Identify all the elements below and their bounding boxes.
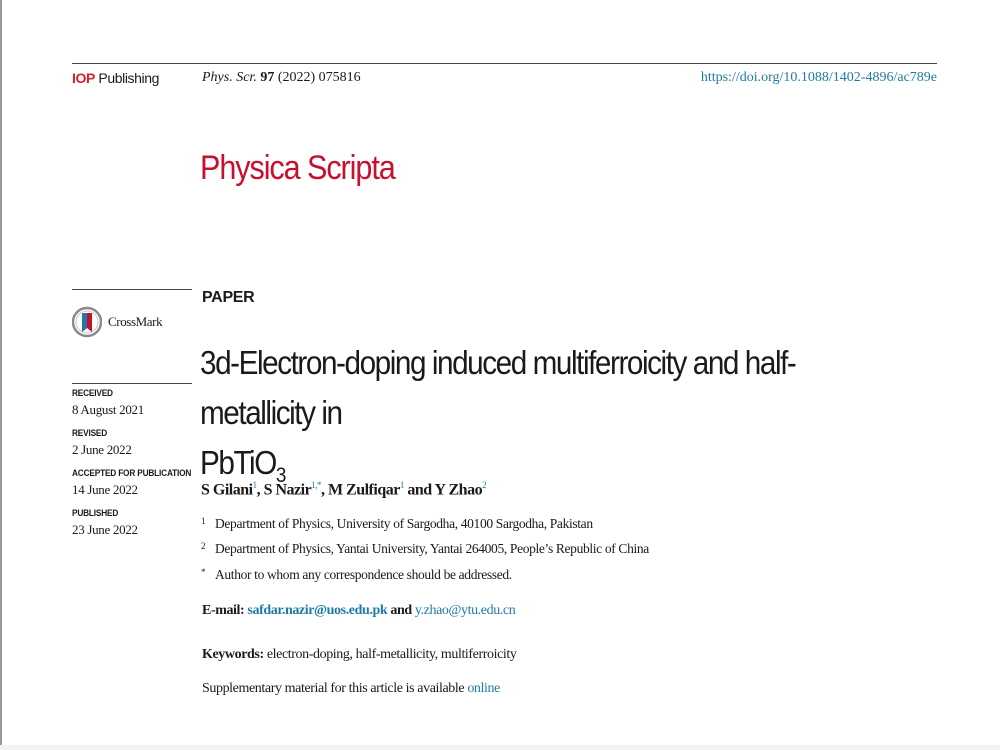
citation bbox=[202, 70, 361, 86]
article-title bbox=[200, 338, 884, 493]
date-label: RECEIVED bbox=[72, 388, 113, 398]
supplementary-link[interactable]: online bbox=[467, 681, 500, 696]
affiliation-text: Department of Physics, Yantai University, Yantai 264005, People’s Republic of China bbox=[215, 541, 649, 556]
supplementary-text: Supplementary material for this article is available bbox=[202, 681, 465, 696]
email-link[interactable]: y.zhao@ytu.edu.cn bbox=[414, 603, 516, 618]
author-name[interactable]: S Gilani bbox=[201, 481, 253, 499]
page-left-edge bbox=[0, 0, 2, 750]
year-article: (2022) 075816 bbox=[277, 70, 361, 85]
header-rule bbox=[72, 63, 937, 64]
journal-abbrev: Phys. Scr. bbox=[202, 70, 257, 85]
sidebar-rule-top bbox=[72, 289, 192, 290]
date-revised bbox=[72, 428, 197, 458]
email-label: E-mail: bbox=[202, 603, 245, 618]
email-link[interactable]: safdar.nazir@uos.edu.pk bbox=[247, 603, 388, 618]
publisher-brand: IOP bbox=[72, 70, 95, 86]
journal-name: Physica Scripta bbox=[200, 149, 395, 187]
date-value: 2 June 2022 bbox=[72, 442, 132, 457]
keywords bbox=[202, 647, 517, 663]
affiliation-text: Department of Physics, University of Sargodha, 40100 Sargodha, Pakistan bbox=[215, 516, 593, 531]
author-list bbox=[201, 480, 486, 499]
date-value: 8 August 2021 bbox=[72, 402, 144, 417]
affiliation bbox=[201, 541, 649, 557]
date-published bbox=[72, 508, 197, 538]
supplementary-note bbox=[202, 681, 500, 697]
date-label: PUBLISHED bbox=[72, 508, 119, 518]
affiliation bbox=[201, 567, 512, 583]
article-type: PAPER bbox=[202, 289, 255, 306]
affiliation-marker: 1 bbox=[201, 516, 206, 526]
date-received bbox=[72, 388, 197, 418]
author-affiliation-marker[interactable]: 1,* bbox=[311, 480, 321, 490]
keywords-text: electron-doping, half-metallicity, multiferroicity bbox=[266, 647, 517, 662]
crossmark-icon bbox=[72, 301, 102, 343]
author-separator: , bbox=[320, 481, 325, 499]
sidebar-rule-bottom bbox=[72, 383, 192, 384]
author-name[interactable]: M Zulfiqar bbox=[327, 481, 400, 499]
author-affiliation-marker[interactable]: 1 bbox=[252, 480, 257, 490]
publisher-logo[interactable] bbox=[72, 70, 159, 86]
keywords-label: Keywords: bbox=[202, 647, 264, 662]
affiliation-text: Author to whom any correspondence should be addressed. bbox=[215, 567, 512, 582]
author-separator: , bbox=[256, 481, 261, 499]
date-accepted bbox=[72, 468, 197, 498]
author-name[interactable]: Y Zhao bbox=[434, 481, 483, 499]
formula-subscript: 3 bbox=[275, 464, 285, 487]
volume: 97 bbox=[260, 70, 275, 85]
crossmark-label: CrossMark bbox=[108, 314, 163, 329]
formula-base: PbTiO bbox=[200, 444, 276, 481]
date-value: 14 June 2022 bbox=[72, 482, 138, 497]
author-affiliation-marker[interactable]: 2 bbox=[482, 480, 487, 490]
date-value: 23 June 2022 bbox=[72, 522, 138, 537]
title-main: 3d-Electron-doping induced multiferroicity and half-metallicity in bbox=[200, 344, 796, 431]
publication-dates bbox=[72, 388, 197, 548]
author-name[interactable]: S Nazir bbox=[263, 481, 312, 499]
affiliation bbox=[201, 516, 593, 532]
publisher-text: Publishing bbox=[98, 70, 160, 86]
email-connector: and bbox=[390, 603, 412, 618]
crossmark-badge[interactable] bbox=[72, 301, 162, 343]
doi-link[interactable]: https://doi.org/10.1088/1402-4896/ac789e bbox=[700, 70, 937, 85]
affiliation-marker: 2 bbox=[201, 541, 206, 551]
contact-email bbox=[202, 603, 515, 619]
affiliation-marker: * bbox=[201, 567, 206, 577]
title-formula bbox=[200, 444, 285, 487]
author-connector: and bbox=[407, 481, 432, 499]
page-bottom-edge bbox=[0, 745, 1000, 750]
date-label: ACCEPTED FOR PUBLICATION bbox=[72, 468, 192, 478]
author-affiliation-marker[interactable]: 1 bbox=[399, 480, 404, 490]
date-label: REVISED bbox=[72, 428, 108, 438]
